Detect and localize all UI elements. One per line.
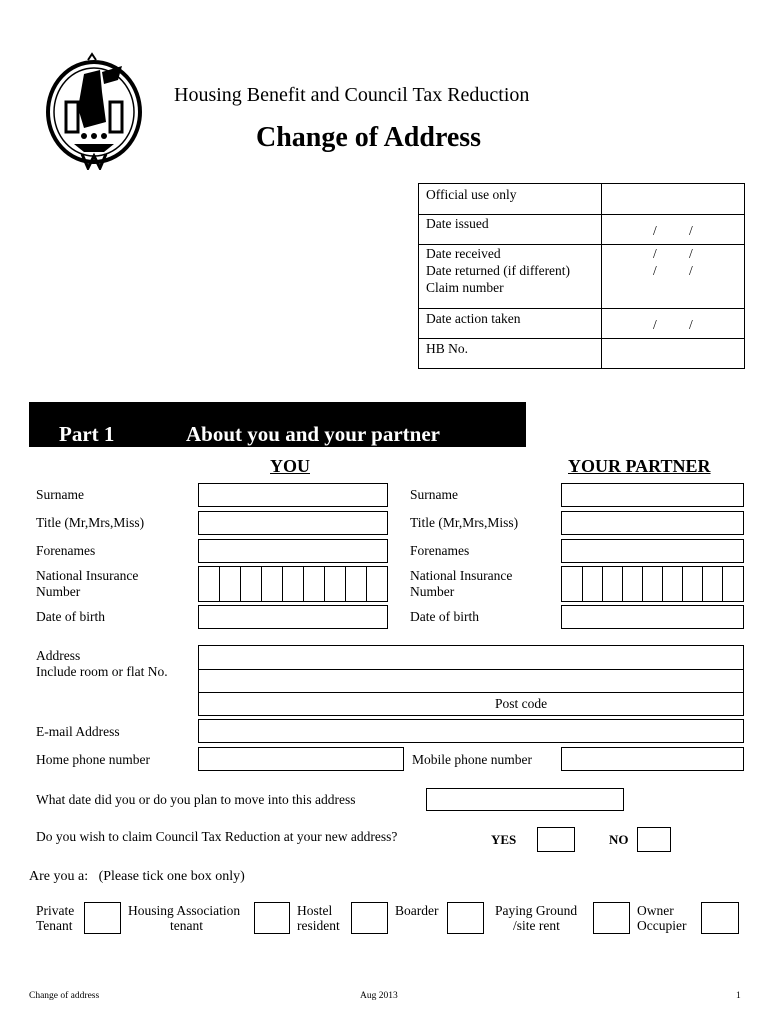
owner-occupier-checkbox[interactable]	[701, 902, 739, 934]
title-field[interactable]	[198, 511, 388, 535]
footer-date: Aug 2013	[360, 991, 398, 1001]
partner-ni-number-field[interactable]	[561, 566, 744, 602]
claim-number-label: Claim number	[426, 280, 504, 295]
date-slash: /	[653, 317, 657, 332]
surname-field[interactable]	[198, 483, 388, 507]
housing-association-checkbox[interactable]	[254, 902, 290, 934]
tenure-owner-label-1: Owner	[637, 903, 674, 918]
tenure-hostel-label-1: Hostel	[297, 903, 333, 918]
date-slash: /	[689, 263, 693, 278]
partner-title-field[interactable]	[561, 511, 744, 535]
footer-doc-name: Change of address	[29, 991, 100, 1001]
email-label: E-mail Address	[36, 724, 120, 739]
date-received-label: Date received	[426, 246, 501, 261]
tenure-ha-label-1: Housing Association	[128, 903, 241, 918]
partner-dob-field[interactable]	[561, 605, 744, 629]
date-slash: /	[689, 246, 693, 261]
date-slash: /	[689, 223, 693, 238]
partner-ni-label-line2: Number	[410, 584, 455, 599]
tenure-ground-label-1: Paying Ground	[495, 903, 578, 918]
hostel-resident-checkbox[interactable]	[351, 902, 388, 934]
mobile-phone-label: Mobile phone number	[412, 752, 532, 767]
email-field[interactable]	[198, 719, 744, 743]
address-field[interactable]	[198, 645, 744, 716]
partner-heading: YOUR PARTNER	[568, 456, 711, 476]
part-title: About you and your partner	[186, 422, 440, 446]
partner-forenames-label: Forenames	[410, 543, 470, 558]
tenure-private-label-2: Tenant	[36, 918, 73, 933]
home-phone-field[interactable]	[198, 747, 404, 771]
no-checkbox[interactable]	[637, 827, 671, 852]
date-slash: /	[653, 263, 657, 278]
tenure-owner-label-2: Occupier	[637, 918, 687, 933]
partner-surname-field[interactable]	[561, 483, 744, 507]
partner-forenames-field[interactable]	[561, 539, 744, 563]
official-use-label: Official use only	[426, 187, 517, 202]
partner-ni-label-line1: National Insurance	[410, 568, 513, 583]
boarder-checkbox[interactable]	[447, 902, 484, 934]
date-slash: /	[653, 246, 657, 261]
tenure-hostel-label-2: resident	[297, 918, 340, 933]
yes-label: YES	[491, 832, 517, 847]
no-label: NO	[609, 832, 629, 847]
address-label-line1: Address	[36, 648, 81, 663]
form-title: Change of Address	[256, 122, 482, 153]
date-slash: /	[653, 223, 657, 238]
yes-checkbox[interactable]	[537, 827, 575, 852]
you-heading: YOU	[270, 456, 310, 476]
ni-label-line2: Number	[36, 584, 81, 599]
surname-label: Surname	[36, 487, 84, 502]
date-issued-label: Date issued	[426, 216, 489, 231]
ni-number-field[interactable]	[198, 566, 388, 602]
move-date-field[interactable]	[426, 788, 624, 811]
home-phone-label: Home phone number	[36, 752, 150, 767]
tenure-boarder-label: Boarder	[395, 903, 439, 918]
tenure-private-label-1: Private	[36, 903, 75, 918]
council-crest-icon	[44, 52, 148, 170]
dob-label: Date of birth	[36, 609, 105, 624]
forenames-label: Forenames	[36, 543, 96, 558]
mobile-phone-field[interactable]	[561, 747, 744, 771]
dob-field[interactable]	[198, 605, 388, 629]
forenames-field[interactable]	[198, 539, 388, 563]
date-action-label: Date action taken	[426, 311, 521, 326]
part-number: Part 1	[59, 422, 115, 446]
date-slash: /	[689, 317, 693, 332]
partner-title-label: Title (Mr,Mrs,Miss)	[410, 515, 519, 530]
official-use-table	[418, 183, 745, 369]
private-tenant-checkbox[interactable]	[84, 902, 121, 934]
address-label-line2: Include room or flat No.	[36, 664, 168, 679]
postcode-label: Post code	[495, 696, 548, 711]
date-returned-label: Date returned (if different)	[426, 263, 571, 278]
tenure-ground-label-2: /site rent	[513, 918, 560, 933]
tenure-ha-label-2: tenant	[170, 918, 203, 933]
ctr-question: Do you wish to claim Council Tax Reduction at your new address?	[36, 829, 398, 844]
part1-banner	[29, 402, 526, 447]
tenure-question: Are you a: (Please tick one box only)	[29, 869, 245, 884]
partner-dob-label: Date of birth	[410, 609, 479, 624]
ground-rent-checkbox[interactable]	[593, 902, 630, 934]
move-date-question: What date did you or do you plan to move into this address	[36, 792, 356, 807]
page-number: 1	[736, 991, 741, 1001]
ni-label-line1: National Insurance	[36, 568, 139, 583]
hb-no-label: HB No.	[426, 341, 469, 356]
partner-surname-label: Surname	[410, 487, 458, 502]
form-subtitle: Housing Benefit and Council Tax Reduction	[174, 84, 530, 106]
title-label: Title (Mr,Mrs,Miss)	[36, 515, 145, 530]
